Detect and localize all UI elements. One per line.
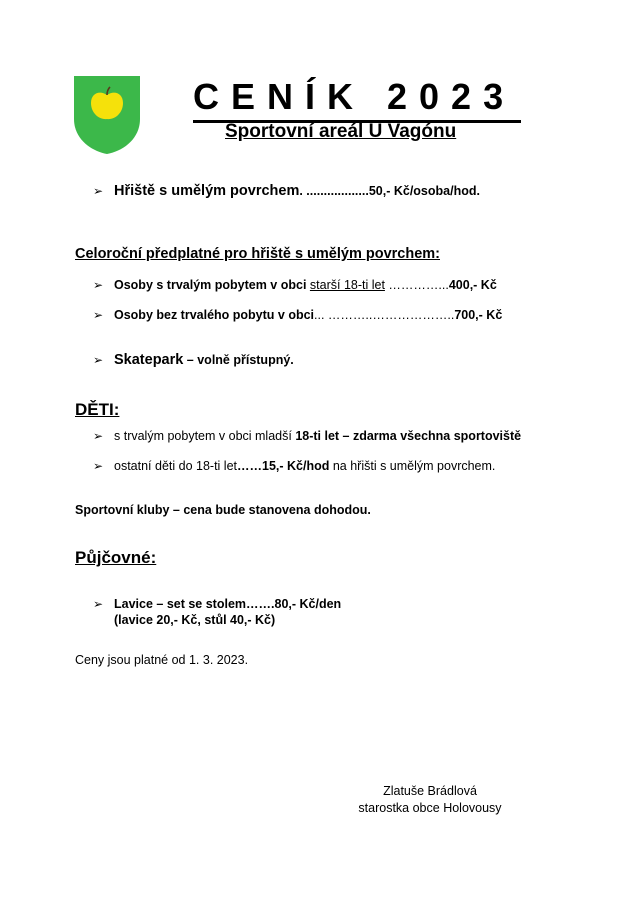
village-crest-logo bbox=[73, 75, 141, 155]
subscription-heading: Celoroční předplatné pro hřiště s umělým povrchem: bbox=[75, 246, 440, 262]
rental-line2: (lavice 20,- Kč, stůl 40,- Kč) bbox=[114, 613, 276, 627]
nonresidents-dots: ... ………..……………….. bbox=[314, 308, 455, 322]
rental-heading: Půjčovné: bbox=[75, 548, 157, 567]
rental-line1: Lavice – set se stolem…….80,- Kč/den bbox=[114, 597, 342, 611]
kids-line1-text: s trvalým pobytem v obci mladší bbox=[114, 429, 296, 443]
residents-dots: …………... bbox=[384, 278, 449, 292]
bullet-arrow-icon: ➢ bbox=[93, 184, 104, 198]
bullet-arrow-icon: ➢ bbox=[93, 308, 104, 322]
skatepark-name: Skatepark bbox=[114, 352, 184, 368]
field-dots: . .................. bbox=[299, 184, 369, 198]
kids-line2-bold: ……15,- Kč/hod bbox=[237, 459, 330, 473]
kids-line2-tail: na hřišti s umělým povrchem. bbox=[329, 459, 496, 473]
kids-line1-bold: 18-ti let – zdarma všechna sportoviště bbox=[295, 429, 522, 443]
residents-text: Osoby s trvalým pobytem v obci bbox=[114, 278, 310, 292]
kids-heading: DĚTI: bbox=[75, 400, 120, 419]
validity-note: Ceny jsou platné od 1. 3. 2023. bbox=[75, 653, 249, 667]
page-title: CENÍK 2023 bbox=[193, 76, 521, 123]
skatepark-note: – volně přístupný. bbox=[183, 353, 294, 367]
nonresidents-text: Osoby bez trvalého pobytu v obci bbox=[114, 308, 315, 322]
residents-age: starší 18-ti let bbox=[309, 278, 385, 292]
price-item-nonresidents bbox=[93, 307, 502, 323]
nonresidents-price: 700,- Kč bbox=[454, 308, 503, 322]
sports-clubs-note: Sportovní kluby – cena bude stanovena dohodou. bbox=[75, 503, 371, 517]
price-item-field bbox=[93, 183, 480, 199]
page-subtitle: Sportovní areál U Vagónu bbox=[225, 121, 457, 142]
field-name: Hřiště s umělým povrchem bbox=[114, 183, 300, 199]
field-price: 50,- Kč/osoba/hod. bbox=[368, 184, 480, 198]
price-item-skatepark bbox=[93, 352, 294, 368]
bullet-arrow-icon: ➢ bbox=[93, 353, 104, 367]
price-item-residents bbox=[93, 277, 497, 293]
bullet-arrow-icon: ➢ bbox=[93, 459, 104, 473]
bullet-arrow-icon: ➢ bbox=[93, 429, 104, 443]
rental-item bbox=[93, 596, 341, 612]
residents-price: 400,- Kč bbox=[448, 278, 497, 292]
kids-item-residents bbox=[93, 428, 521, 444]
signature-name: Zlatuše Brádlová bbox=[383, 784, 477, 798]
signature-block bbox=[340, 783, 520, 817]
kids-item-others bbox=[93, 458, 495, 474]
kids-line2-text: ostatní děti do 18-ti let bbox=[114, 459, 237, 473]
signature-role: starostka obce Holovousy bbox=[358, 801, 502, 815]
bullet-arrow-icon: ➢ bbox=[93, 278, 104, 292]
bullet-arrow-icon: ➢ bbox=[93, 597, 104, 611]
